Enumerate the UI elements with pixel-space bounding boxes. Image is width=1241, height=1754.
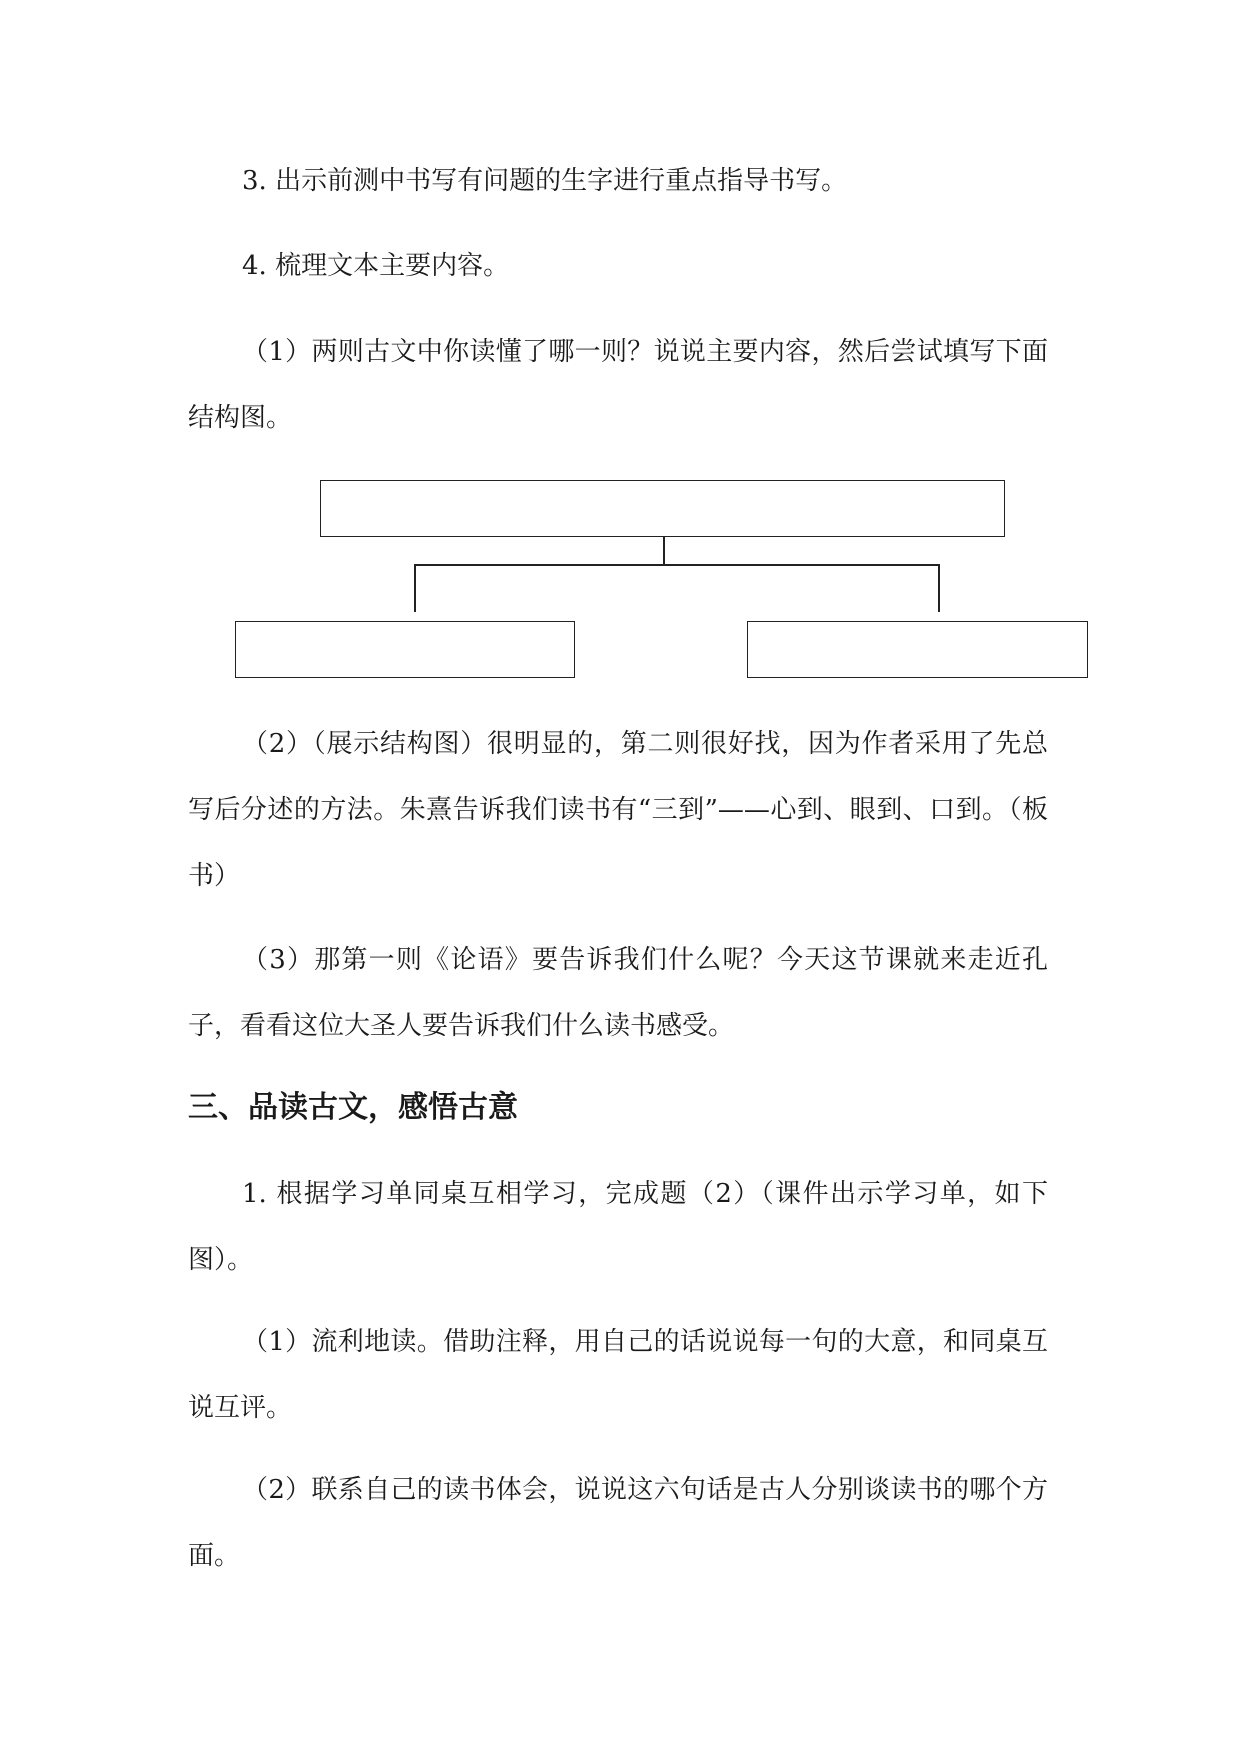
paragraph-question-1: （1）两则古文中你读懂了哪一则？说说主要内容，然后尝试填写下面结构图。 xyxy=(188,337,1048,433)
diagram-top-box[interactable] xyxy=(320,480,1005,537)
diagram-left-box[interactable] xyxy=(235,621,575,678)
diagram-connector-vertical xyxy=(663,537,665,565)
diagram-right-box[interactable] xyxy=(747,621,1088,678)
paragraph-study-sheet: 1. 根据学习单同桌互相学习，完成题（2）（课件出示学习单，如下图）。 xyxy=(188,1179,1048,1275)
diagram-connector-horizontal xyxy=(414,564,939,566)
paragraph-task-1: （1）流利地读。借助注释，用自己的话说说每一句的大意，和同桌互说互评。 xyxy=(188,1327,1048,1423)
paragraph-question-2: （2）（展示结构图）很明显的，第二则很好找，因为作者采用了先总写后分述的方法。朱熹告诉我们读书有“三到”——心到、眼到、口到。（板书） xyxy=(188,729,1048,891)
section-heading-3: 三、品读古文，感悟古意 xyxy=(188,1090,518,1125)
diagram-connector-left xyxy=(414,564,416,612)
paragraph-sort-content: 4. 梳理文本主要内容。 xyxy=(242,251,510,281)
paragraph-task-2: （2）联系自己的读书体会，说说这六句话是古人分别谈读书的哪个方面。 xyxy=(188,1475,1048,1571)
diagram-connector-right xyxy=(938,564,940,612)
paragraph-writing-guidance: 3. 出示前测中书写有问题的生字进行重点指导书写。 xyxy=(242,166,848,196)
paragraph-question-3: （3）那第一则《论语》要告诉我们什么呢？今天这节课就来走近孔子，看看这位大圣人要告诉我们什么读书感受。 xyxy=(188,945,1048,1041)
